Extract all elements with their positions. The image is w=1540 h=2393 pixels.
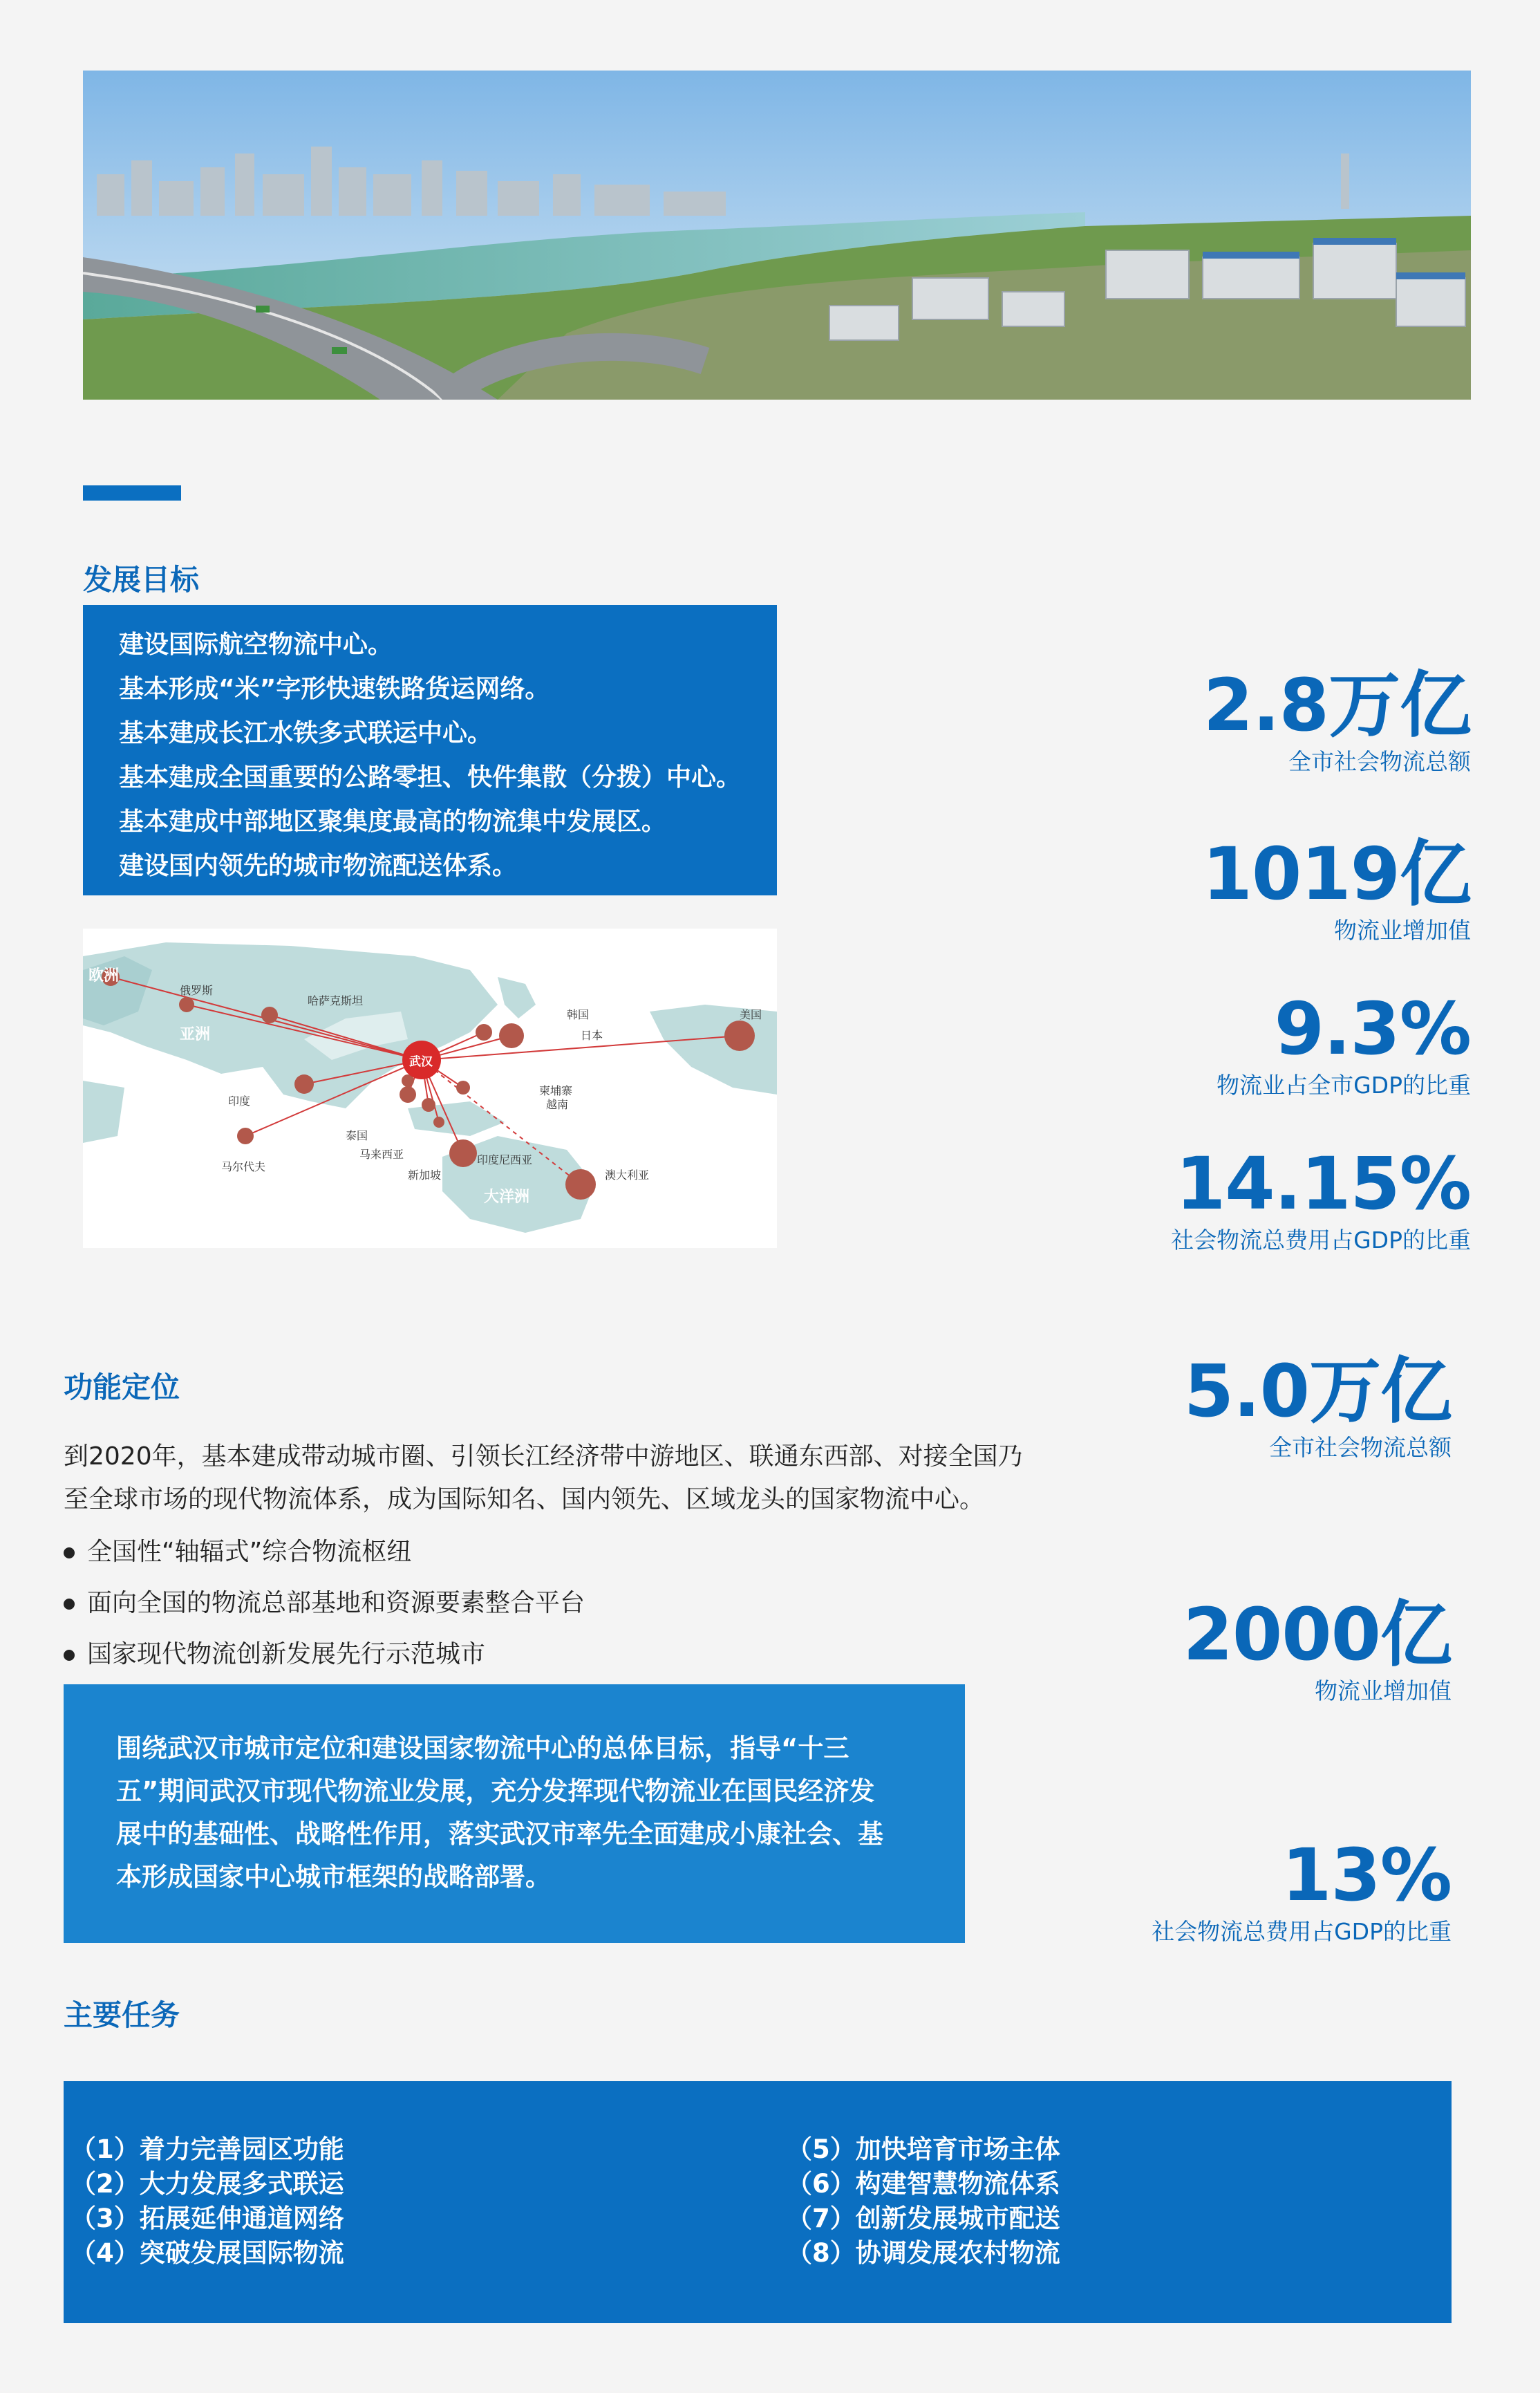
goal-item: 基本建成长江水铁多式联运中心。 — [119, 719, 493, 747]
stat-label: 物流业增加值 — [1315, 1677, 1452, 1704]
goal-item: 基本建成中部地区聚集度最高的物流集中发展区。 — [119, 808, 667, 836]
goals-title: 发展目标 — [83, 563, 200, 597]
map-label-usa: 美国 — [740, 1008, 762, 1021]
stat-value: 13% — [1281, 1833, 1452, 1917]
function-title: 功能定位 — [64, 1370, 180, 1404]
task-item: （3）拓展延伸通道网络 — [71, 2204, 344, 2233]
function-paragraph — [64, 1435, 1059, 1521]
map-label-wuhan: 武汉 — [409, 1055, 433, 1069]
function-bullet — [64, 1635, 485, 1670]
function-bullet — [64, 1583, 585, 1619]
stat-label: 全市社会物流总额 — [1269, 1434, 1452, 1461]
map-label-europe: 欧洲 — [88, 967, 120, 985]
stat-value: 14.15% — [1175, 1142, 1471, 1226]
stat-logistics-added-value — [1202, 832, 1471, 945]
map-label-japan: 日本 — [581, 1029, 603, 1042]
function-paragraph-line: 至全球市场的现代物流体系，成为国际知名、国内领先、区域龙头的国家物流中心。 — [64, 1485, 985, 1514]
bullet-text: 国家现代物流创新发展先行示范城市 — [87, 1640, 486, 1668]
task-item: （6）构建智慧物流体系 — [787, 2169, 1060, 2199]
city-banner-photo — [83, 71, 1471, 400]
stat-value: 5.0万亿 — [1183, 1349, 1452, 1433]
goal-item: 建设国内领先的城市物流配送体系。 — [119, 852, 518, 880]
goal-item: 建设国际航空物流中心。 — [119, 631, 393, 659]
task-item: （5）加快培育市场主体 — [787, 2134, 1060, 2164]
bullet-icon — [64, 1599, 75, 1610]
map-label-asia: 亚洲 — [180, 1026, 211, 1043]
accent-bar — [83, 485, 181, 501]
goal-item: 基本建成全国重要的公路零担、快件集散（分拨）中心。 — [119, 763, 742, 792]
strategy-line: 展中的基础性、战略性作用，落实武汉市率先全面建成小康社会、基 — [116, 1819, 883, 1849]
task-item: （7）创新发展城市配送 — [787, 2204, 1060, 2233]
task-item: （1）着力完善园区功能 — [71, 2134, 344, 2164]
stat-gdp-share — [1217, 987, 1471, 1100]
bullet-icon — [64, 1547, 75, 1558]
task-item: （4）突破发展国际物流 — [71, 2238, 344, 2268]
map-label-cambodia: 柬埔寨 — [539, 1084, 573, 1097]
international-route-map — [83, 929, 777, 1248]
task-item: （8）协调发展农村物流 — [787, 2238, 1060, 2268]
tasks-title: 主要任务 — [64, 1998, 180, 2032]
map-label-malaysia: 马来西亚 — [359, 1148, 404, 1161]
strategy-box — [64, 1684, 965, 1943]
stat-logistics-total — [1203, 663, 1471, 776]
map-label-indonesia: 印度尼西亚 — [477, 1153, 533, 1166]
map-label-singapore: 新加坡 — [408, 1168, 442, 1182]
stat-2020-added-value — [1183, 1592, 1452, 1706]
stat-cost-share — [1171, 1142, 1471, 1255]
stat-value: 9.3% — [1274, 987, 1471, 1071]
strategy-line: 围绕武汉市城市定位和建设国家物流中心的总体目标，指导“十三 — [116, 1733, 849, 1763]
tasks-right-column — [787, 2132, 1060, 2271]
function-paragraph-line: 到2020年，基本建成带动城市圈、引领长江经济带中游地区、联通东西部、对接全国乃 — [64, 1442, 1023, 1471]
bullet-text: 全国性“轴辐式”综合物流枢纽 — [87, 1538, 412, 1566]
stat-value: 1019亿 — [1202, 832, 1471, 916]
stat-label: 社会物流总费用占GDP的比重 — [1152, 1918, 1452, 1945]
map-label-india: 印度 — [228, 1095, 251, 1108]
tasks-box — [64, 2081, 1452, 2323]
goal-item: 基本形成“米”字形快速铁路货运网络。 — [119, 675, 550, 703]
stat-label: 全市社会物流总额 — [1288, 748, 1471, 775]
strategy-line: 本形成国家中心城市框架的战略部署。 — [116, 1862, 551, 1892]
stat-label: 物流业增加值 — [1334, 917, 1471, 944]
map-label-vietnam: 越南 — [546, 1098, 569, 1111]
goals-box — [83, 605, 777, 895]
task-item: （2）大力发展多式联运 — [71, 2169, 344, 2199]
tasks-left-column — [71, 2132, 344, 2271]
map-label-maldives: 马尔代夫 — [221, 1160, 266, 1173]
strategy-line: 五”期间武汉市现代物流业发展，充分发挥现代物流业在国民经济发 — [116, 1776, 875, 1806]
stat-label: 物流业占全市GDP的比重 — [1217, 1072, 1471, 1099]
stat-label: 社会物流总费用占GDP的比重 — [1171, 1227, 1471, 1254]
bullet-text: 面向全国的物流总部基地和资源要素整合平台 — [87, 1589, 585, 1617]
map-label-australia: 澳大利亚 — [605, 1168, 650, 1182]
map-label-russia: 俄罗斯 — [180, 984, 214, 997]
strategy-text — [64, 1684, 965, 1899]
map-label-oceania: 大洋洲 — [484, 1189, 530, 1206]
bullet-icon — [64, 1650, 75, 1661]
map-label-thailand: 泰国 — [346, 1129, 368, 1142]
function-bullet — [64, 1532, 411, 1567]
stat-value: 2000亿 — [1183, 1592, 1452, 1677]
map-label-kazakhstan: 哈萨克斯坦 — [308, 994, 364, 1007]
goals-list — [83, 605, 777, 888]
map-label-korea: 韩国 — [567, 1008, 590, 1021]
stat-2020-logistics-total — [1183, 1349, 1452, 1462]
stat-2020-cost-share — [1152, 1833, 1452, 1946]
stat-value: 2.8万亿 — [1203, 663, 1471, 747]
